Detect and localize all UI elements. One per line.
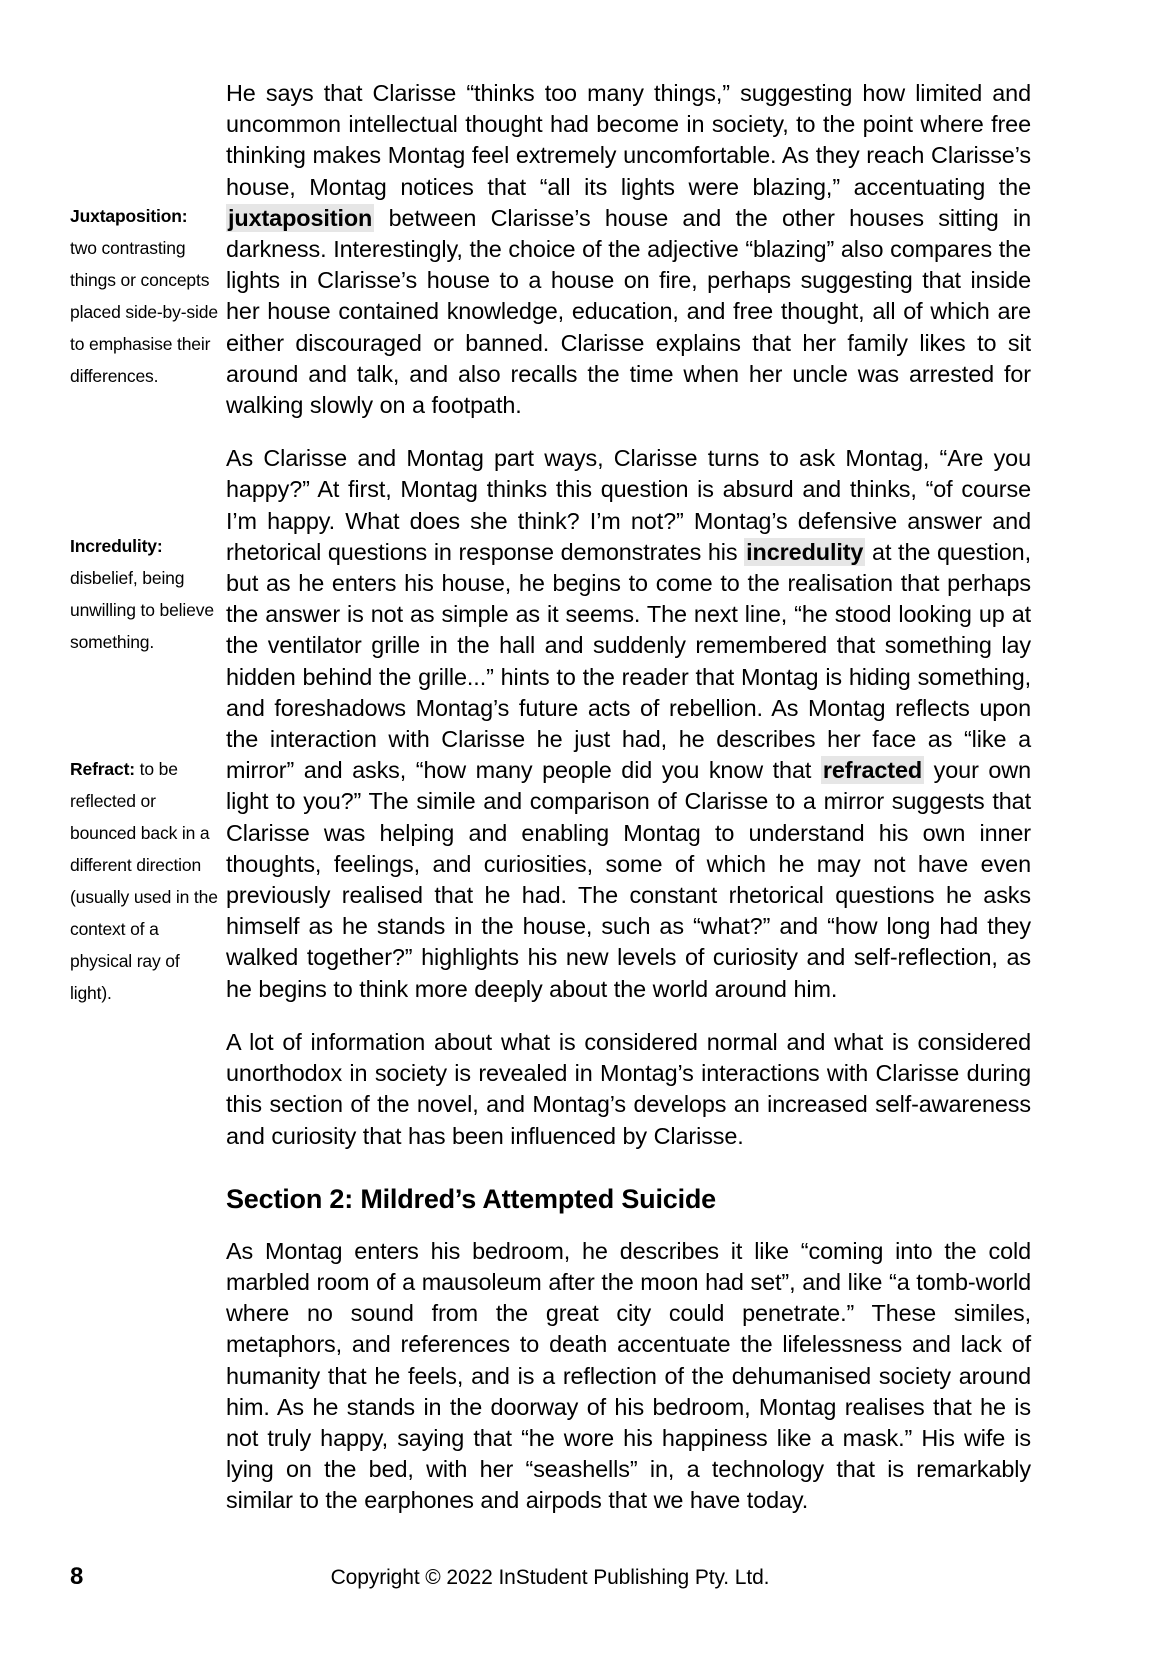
paragraph-2-part-3: your own light to you?” The simile and comparison of Clarisse to a mirror suggests that Clarisse was helping and enabling Montag to understand his own inner thoughts, feelings, and curiosities, some of which he may not have even previously realised that he had. The constant rhetorical questions he asks himself as he stands in the house, such as “what?” and “how long had they walked together?” highlights his new levels of curiosity and self-reflection, as he begins to think more deeply about the world around him. (226, 757, 1031, 1002)
body-paragraph-4: As Montag enters his bedroom, he describes it like “coming into the cold marbled room of a mausoleum after the moon had set”, and like “a tomb-world where no sound from the great city could penetrate.” These similes, metaphors, and references to death accentuate the lifelessness and lack of humanity that he feels, and is a reflection of the dehumanised society around him. As he stands in the doorway of his bedroom, Montag realises that he is not truly happy, saying that “he wore his happiness like a mask.” His wife is lying on the bed, with her “seashells” in, a technology that is remarkably similar to the earphones and airpods that we have today. (226, 1237, 1031, 1514)
body-paragraph-1 (226, 78, 1031, 421)
glossary-definition-incredulity: disbelief, being unwilling to believe something. (70, 568, 214, 652)
body-paragraph-3: A lot of information about what is considered normal and what is considered unorthodox in society is revealed in Montag’s interactions with Clarisse during this section of the novel, and Montag’s develops an increased self-awareness and curiosity that has been influenced by Clarisse. (226, 1028, 1031, 1149)
main-text-column (226, 78, 1031, 1517)
glossary-definition-juxtaposition: two contrasting things or concepts placed side-by-side to emphasise their differences. (70, 238, 218, 386)
body-paragraph-2 (226, 443, 1031, 1005)
highlighted-term-incredulity: incredulity (746, 538, 864, 565)
highlighted-term-juxtaposition: juxtaposition (228, 204, 373, 231)
paragraph-2-part-1: As Clarisse and Montag part ways, Clarisse turns to ask Montag, “Are you happy?” At first, Montag thinks this question is absurd and thinks, “of course I’m happy. What does she think? I’m not?” Montag’s defensive answer and rhetorical questions in response demonstrates his (226, 445, 1031, 565)
glossary-entry-juxtaposition (70, 200, 218, 392)
page-footer (0, 1562, 1166, 1592)
glossary-term-incredulity: Incredulity: (70, 536, 163, 556)
glossary-entry-incredulity (70, 530, 218, 658)
highlighted-term-refracted: refracted (822, 757, 923, 784)
paragraph-1-part-2: between Clarisse’s house and the other houses sitting in darkness. Interestingly, the choice of the adjective “blazing” also compares the lights in Clarisse’s house to a house on fire, perhaps suggesting that inside her house contained knowledge, education, and free thought, all of which are either discouraged or banned. Clarisse explains that her family likes to sit around and talk, and also recalls the time when her uncle was arrested for walking slowly on a footpath. (226, 204, 1031, 419)
page-number: 8 (70, 1563, 84, 1590)
glossary-definition-refract: to be reflected or bounced back in a different direction (usually used in the context of a physical ray of light). (70, 759, 218, 1003)
glossary-entry-refract (70, 753, 218, 1009)
paragraph-1-part-1: He says that Clarisse “thinks too many things,” suggesting how limited and uncommon intellectual thought had become in society, to the point where free thinking makes Montag feel extremely uncomfortable. As they reach Clarisse’s house, Montag notices that “all its lights were blazing,” accentuating the (226, 80, 1031, 200)
glossary-term-refract: Refract: (70, 759, 135, 779)
glossary-term-juxtaposition: Juxtaposition: (70, 206, 188, 226)
paragraph-2-part-2: at the question, but as he enters his house, he begins to come to the realisation that perhaps the answer is not as simple as it seems. The next line, “he stood looking up at the ventilator grille in the hall and suddenly remembered that something lay hidden behind the grille...” hints to the reader that Montag is hiding something, and foreshadows Montag’s future acts of rebellion. As Montag reflects upon the interaction with Clarisse he just had, he describes her face as “like a mirror” and asks, “how many people did you know that (226, 538, 1031, 784)
section-heading: Section 2: Mildred’s Attempted Suicide (226, 1183, 716, 1214)
copyright-notice: Copyright © 2022 InStudent Publishing Pty. Ltd. (330, 1566, 770, 1589)
